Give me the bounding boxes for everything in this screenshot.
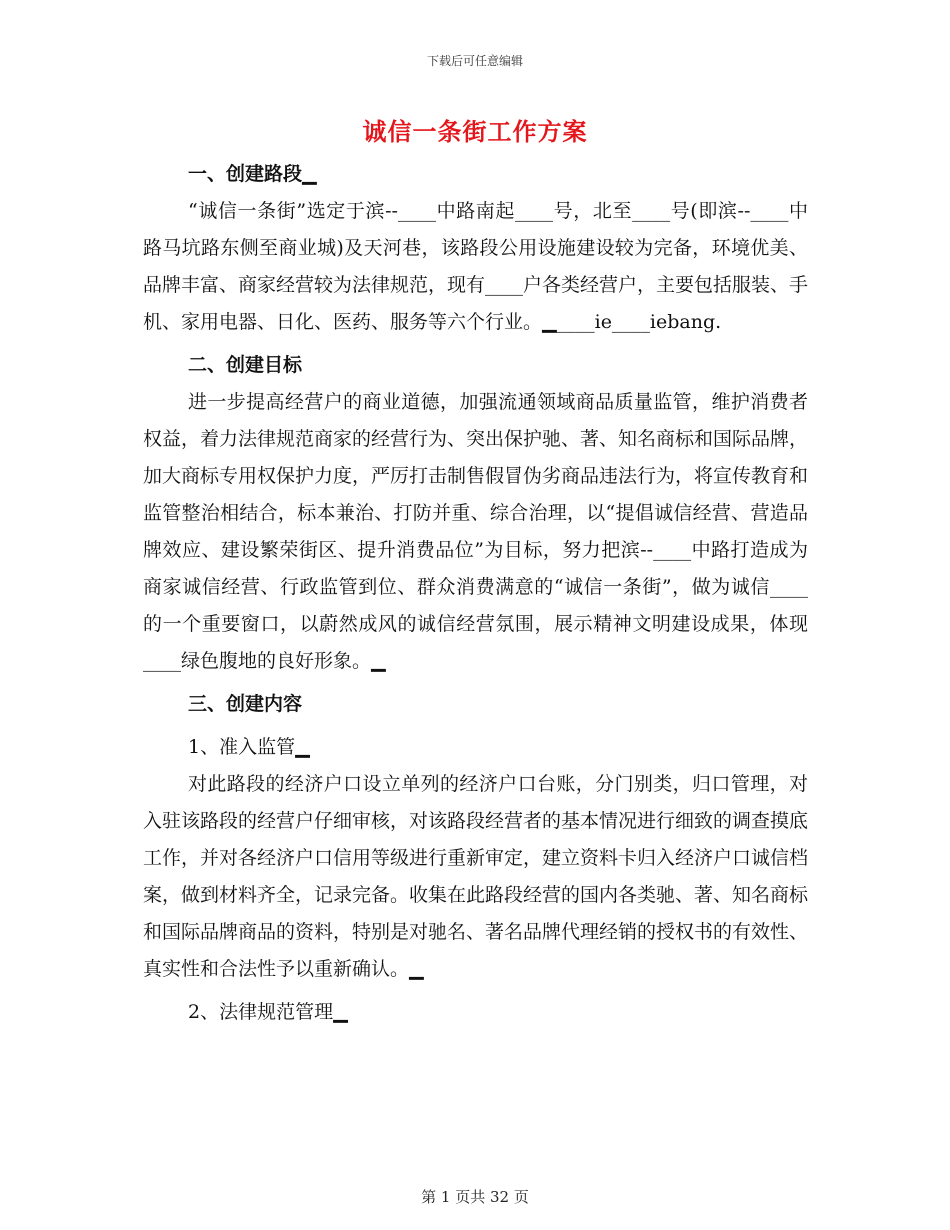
subsection-paragraph-1: 对此路段的经济户口设立单列的经济户口台账，分门别类，归口管理，对入驻该路段的经营户仔细审核，对该路段经营者的基本情况进行细致的调查摸底工作，并对各经济户口信用等级进行重新审定，建立资料卡归入经济户口诚信档案，做到材料齐全，记录完备。收集在此路段经营的国内各类驰、著、知名商标和国际品牌商品的资料，特别是对驰名、著名品牌代理经销的授权书的有效性、真实性和合法性予以重新确认。▁ — [143, 773, 809, 980]
section-heading-2: 二、创建目标 — [188, 354, 303, 376]
section-heading-3: 三、创建内容 — [188, 693, 303, 715]
subsection-heading-2: 2、法律规范管理▁ — [188, 1001, 348, 1023]
subsection-heading-1: 1、准入监管▁ — [188, 736, 310, 758]
page-footer: 第 1 页共 32 页 — [421, 1188, 529, 1206]
page-header: 下载后可任意编辑 — [426, 54, 523, 68]
section-paragraph-1: “诚信一条街”选定于滨--____中路南起____号，北至____号(即滨--____中路马坑路东侧至商业城)及天河巷，该路段公用设施建设较为完备，环境优美、品牌丰富、商家经营较为法律规范，现有____户各类经营户，主要包括服装、手机、家用电器、日化、医药、服务等六个行业。▁____ie____iebang. — [143, 200, 809, 333]
document-body — [143, 150, 808, 1031]
section-heading-1: 一、创建路段▁ — [188, 163, 317, 185]
section-paragraph-2: 进一步提高经营户的商业道德，加强流通领域商品质量监管，维护消费者权益，着力法律规范商家的经营行为、突出保护驰、著、知名商标和国际品牌，加大商标专用权保护力度，严厉打击制售假冒伪劣商品违法行为，将宣传教育和监管整治相结合，标本兼治、打防并重、综合治理，以“提倡诚信经营、营造品牌效应、建设繁荣街区、提升消费品位”为目标，努力把滨--____中路打造成为商家诚信经营、行政监管到位、群众消费满意的“诚信一条街”，做为诚信____的一个重要窗口，以蔚然成风的诚信经营氛围，展示精神文明建设成果，体现____绿色腹地的良好形象。▁ — [143, 391, 809, 672]
document-title: 诚信一条街工作方案 — [362, 117, 588, 146]
